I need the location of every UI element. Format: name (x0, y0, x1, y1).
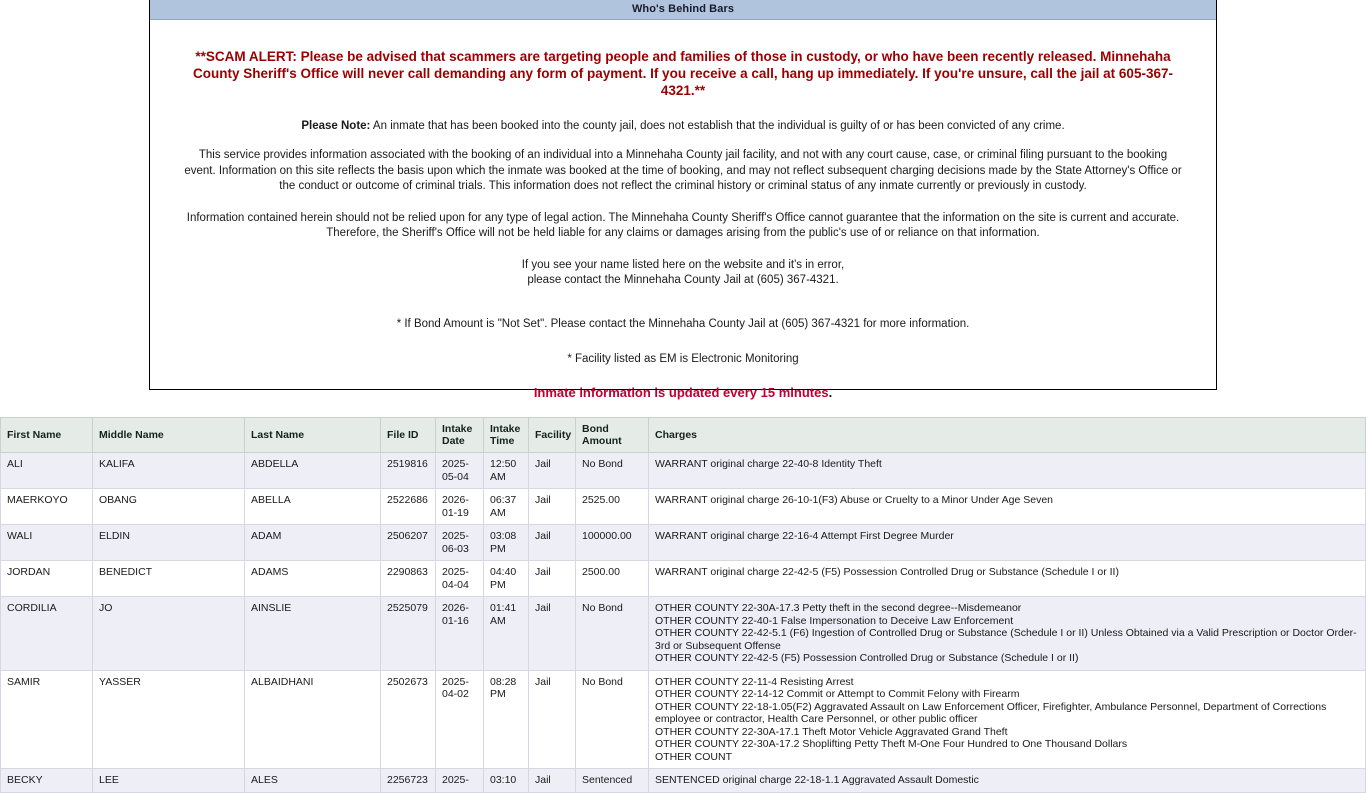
table-header-row (1, 418, 1366, 453)
cell-first-name: SAMIR (1, 670, 93, 769)
column-header-middle-name[interactable]: Middle Name (93, 418, 245, 453)
table-row[interactable] (1, 489, 1366, 525)
cell-intake-time: 01:41 AM (484, 597, 529, 671)
please-note-label: Please Note: (301, 120, 371, 132)
cell-intake-date: 2025- (436, 769, 484, 793)
cell-last-name: ADAM (245, 525, 381, 561)
disclaimer-body (150, 20, 1216, 389)
cell-bond-amount: 100000.00 (576, 525, 649, 561)
charge-line: WARRANT original charge 22-40-8 Identity Theft (655, 458, 882, 470)
cell-last-name: ALES (245, 769, 381, 793)
cell-bond-amount: 2525.00 (576, 489, 649, 525)
cell-bond-amount: No Bond (576, 453, 649, 489)
inmate-table (0, 417, 1366, 793)
cell-file-id: 2506207 (381, 525, 436, 561)
cell-intake-date: 2025-04-04 (436, 561, 484, 597)
cell-last-name: ABDELLA (245, 453, 381, 489)
cell-middle-name: OBANG (93, 489, 245, 525)
table-row[interactable] (1, 561, 1366, 597)
cell-facility: Jail (529, 489, 576, 525)
table-row[interactable] (1, 670, 1366, 769)
cell-intake-date: 2025-06-03 (436, 525, 484, 561)
cell-charges (649, 489, 1366, 525)
cell-bond-amount: No Bond (576, 597, 649, 671)
cell-first-name: MAERKOYO (1, 489, 93, 525)
error-contact-block (180, 258, 1186, 289)
column-header-facility[interactable]: Facility (529, 418, 576, 453)
em-facility-note: * Facility listed as EM is Electronic Monitoring (567, 352, 799, 365)
please-note-text: An inmate that has been booked into the county jail, does not establish that the individual is guilty of or has been convicted of any crime. (370, 120, 1065, 132)
cell-last-name: AINSLIE (245, 597, 381, 671)
cell-intake-time: 06:37 AM (484, 489, 529, 525)
charge-line: OTHER COUNTY 22-18-1.05(F2) Aggravated Assault on Law Enforcement Officer, Firefighter, Ambulance Personnel, Department of Corrections employee or contractor, Health Care Personnel, or other public officer (655, 700, 1327, 725)
column-header-intake-time[interactable]: Intake Time (484, 418, 529, 453)
charge-line: OTHER COUNTY 22-30A-17.1 Theft Motor Vehicle Aggravated Grand Theft (655, 725, 1008, 738)
cell-file-id: 2519816 (381, 453, 436, 489)
cell-intake-time: 04:40 PM (484, 561, 529, 597)
cell-bond-amount: No Bond (576, 670, 649, 769)
cell-intake-time: 03:10 (484, 769, 529, 793)
charge-line: OTHER COUNTY 22-40-1 False Impersonation to Deceive Law Enforcement (655, 614, 1014, 627)
cell-middle-name: BENEDICT (93, 561, 245, 597)
cell-last-name: ADAMS (245, 561, 381, 597)
cell-charges (649, 525, 1366, 561)
cell-first-name: WALI (1, 525, 93, 561)
update-frequency-banner (0, 385, 1366, 400)
table-row[interactable] (1, 597, 1366, 671)
cell-intake-time: 08:28 PM (484, 670, 529, 769)
cell-bond-amount: 2500.00 (576, 561, 649, 597)
cell-charges (649, 769, 1366, 793)
charge-line: WARRANT original charge 22-16-4 Attempt First Degree Murder (655, 530, 954, 542)
cell-facility: Jail (529, 561, 576, 597)
cell-charges (649, 561, 1366, 597)
cell-facility: Jail (529, 525, 576, 561)
charge-line: OTHER COUNTY 22-42-5 (F5) Possession Controlled Drug or Substance (Schedule I or II) (655, 652, 1079, 664)
cell-file-id: 2522686 (381, 489, 436, 525)
charge-line: WARRANT original charge 26-10-1(F3) Abuse or Cruelty to a Minor Under Age Seven (655, 494, 1054, 506)
table-row[interactable] (1, 453, 1366, 489)
cell-bond-amount: Sentenced (576, 769, 649, 793)
column-header-intake-date[interactable]: Intake Date (436, 418, 484, 453)
cell-file-id: 2525079 (381, 597, 436, 671)
cell-middle-name: KALIFA (93, 453, 245, 489)
cell-charges (649, 453, 1366, 489)
cell-charges (649, 670, 1366, 769)
service-disclaimer-paragraph: This service provides information associated with the booking of an individual into a Minnehaha County jail facility, and not with any court cause, case, or criminal filing pursuant to the booking event. Information on this site reflects the basis upon which the inmate was booked at the time of booking, and may not reflect subsequent charging decisions made by the State Attorney's Office or the conduct or outcome of criminal trials. This information does not reflect the criminal history or criminal status of any inmate currently or previously in custody. (184, 149, 1182, 192)
cell-first-name: CORDILIA (1, 597, 93, 671)
column-header-file-id[interactable]: File ID (381, 418, 436, 453)
cell-intake-time: 12:50 AM (484, 453, 529, 489)
charge-line: OTHER COUNTY 22-30A-17.3 Petty theft in the second degree--Misdemeanor (655, 602, 1022, 614)
please-note-line (180, 119, 1186, 134)
cell-last-name: ALBAIDHANI (245, 670, 381, 769)
inmate-table-head (1, 418, 1366, 453)
charge-line: WARRANT original charge 22-42-5 (F5) Possession Controlled Drug or Substance (Schedule I or II) (655, 566, 1119, 578)
update-frequency-text: Inmate information is updated every 15 minutes (533, 385, 829, 400)
cell-charges (649, 597, 1366, 671)
cell-intake-time: 03:08 PM (484, 525, 529, 561)
table-row[interactable] (1, 525, 1366, 561)
error-contact-line-2: please contact the Minnehaha County Jail at (605) 367-4321. (527, 274, 839, 286)
charge-line: SENTENCED original charge 22-18-1.1 Aggravated Assault Domestic (655, 774, 979, 786)
bond-not-set-note: * If Bond Amount is "Not Set". Please contact the Minnehaha County Jail at (605) 367-4321 for more information. (396, 317, 970, 330)
cell-intake-date: 2025-05-04 (436, 453, 484, 489)
update-frequency-period: . (828, 385, 833, 400)
cell-intake-date: 2026-01-16 (436, 597, 484, 671)
cell-intake-date: 2026-01-19 (436, 489, 484, 525)
cell-first-name: BECKY (1, 769, 93, 793)
disclaimer-panel (149, 0, 1217, 390)
cell-facility: Jail (529, 769, 576, 793)
cell-last-name: ABELLA (245, 489, 381, 525)
cell-intake-date: 2025-04-02 (436, 670, 484, 769)
legal-disclaimer-paragraph: Information contained herein should not be relied upon for any type of legal action. The Minnehaha County Sheriff's Office cannot guarantee that the information on the site is current and accurate. Therefore, the Sheriff's Office will not be held liable for any claims or damages arising from the public's use of or reliance on that information. (186, 211, 1180, 239)
cell-middle-name: YASSER (93, 670, 245, 769)
cell-facility: Jail (529, 597, 576, 671)
cell-middle-name: LEE (93, 769, 245, 793)
cell-first-name: JORDAN (1, 561, 93, 597)
charge-line: OTHER COUNTY 22-30A-17.2 Shoplifting Petty Theft M-One Four Hundred to One Thousand Dollars (655, 738, 1128, 750)
charge-line: OTHER COUNTY 22-11-4 Resisting Arrest (655, 675, 854, 688)
column-header-bond-amount[interactable]: Bond Amount (576, 418, 649, 453)
cell-middle-name: JO (93, 597, 245, 671)
charge-line: OTHER COUNT (655, 750, 732, 763)
error-contact-line-1: If you see your name listed here on the website and it's in error, (521, 258, 845, 271)
cell-first-name: ALI (1, 453, 93, 489)
inmate-table-container[interactable] (0, 417, 1366, 786)
column-header-charges[interactable]: Charges (649, 418, 1366, 453)
cell-facility: Jail (529, 453, 576, 489)
scam-alert-text: **SCAM ALERT: Please be advised that scammers are targeting people and families of those in custody, or who have been recently released. Minnehaha County Sheriff's Office will never call demanding any form of payment. If you receive a call, hang up immediately. If you're unsure, call the jail at 605-367-4321.** (193, 49, 1173, 98)
column-header-last-name[interactable]: Last Name (245, 418, 381, 453)
cell-middle-name: ELDIN (93, 525, 245, 561)
table-row[interactable] (1, 769, 1366, 793)
cell-file-id: 2256723 (381, 769, 436, 793)
cell-file-id: 2290863 (381, 561, 436, 597)
charge-line: OTHER COUNTY 22-14-12 Commit or Attempt to Commit Felony with Firearm (655, 688, 1020, 700)
charge-line: OTHER COUNTY 22-42-5.1 (F6) Ingestion of Controlled Drug or Substance (Schedule I or II) Unless Obtained via a Valid Prescription or Doctor Order-3rd or Subsequent Offense (655, 627, 1357, 652)
cell-facility: Jail (529, 670, 576, 769)
cell-file-id: 2502673 (381, 670, 436, 769)
page-title: Who's Behind Bars (150, 0, 1216, 20)
column-header-first-name[interactable]: First Name (1, 418, 93, 453)
inmate-table-body (1, 453, 1366, 793)
